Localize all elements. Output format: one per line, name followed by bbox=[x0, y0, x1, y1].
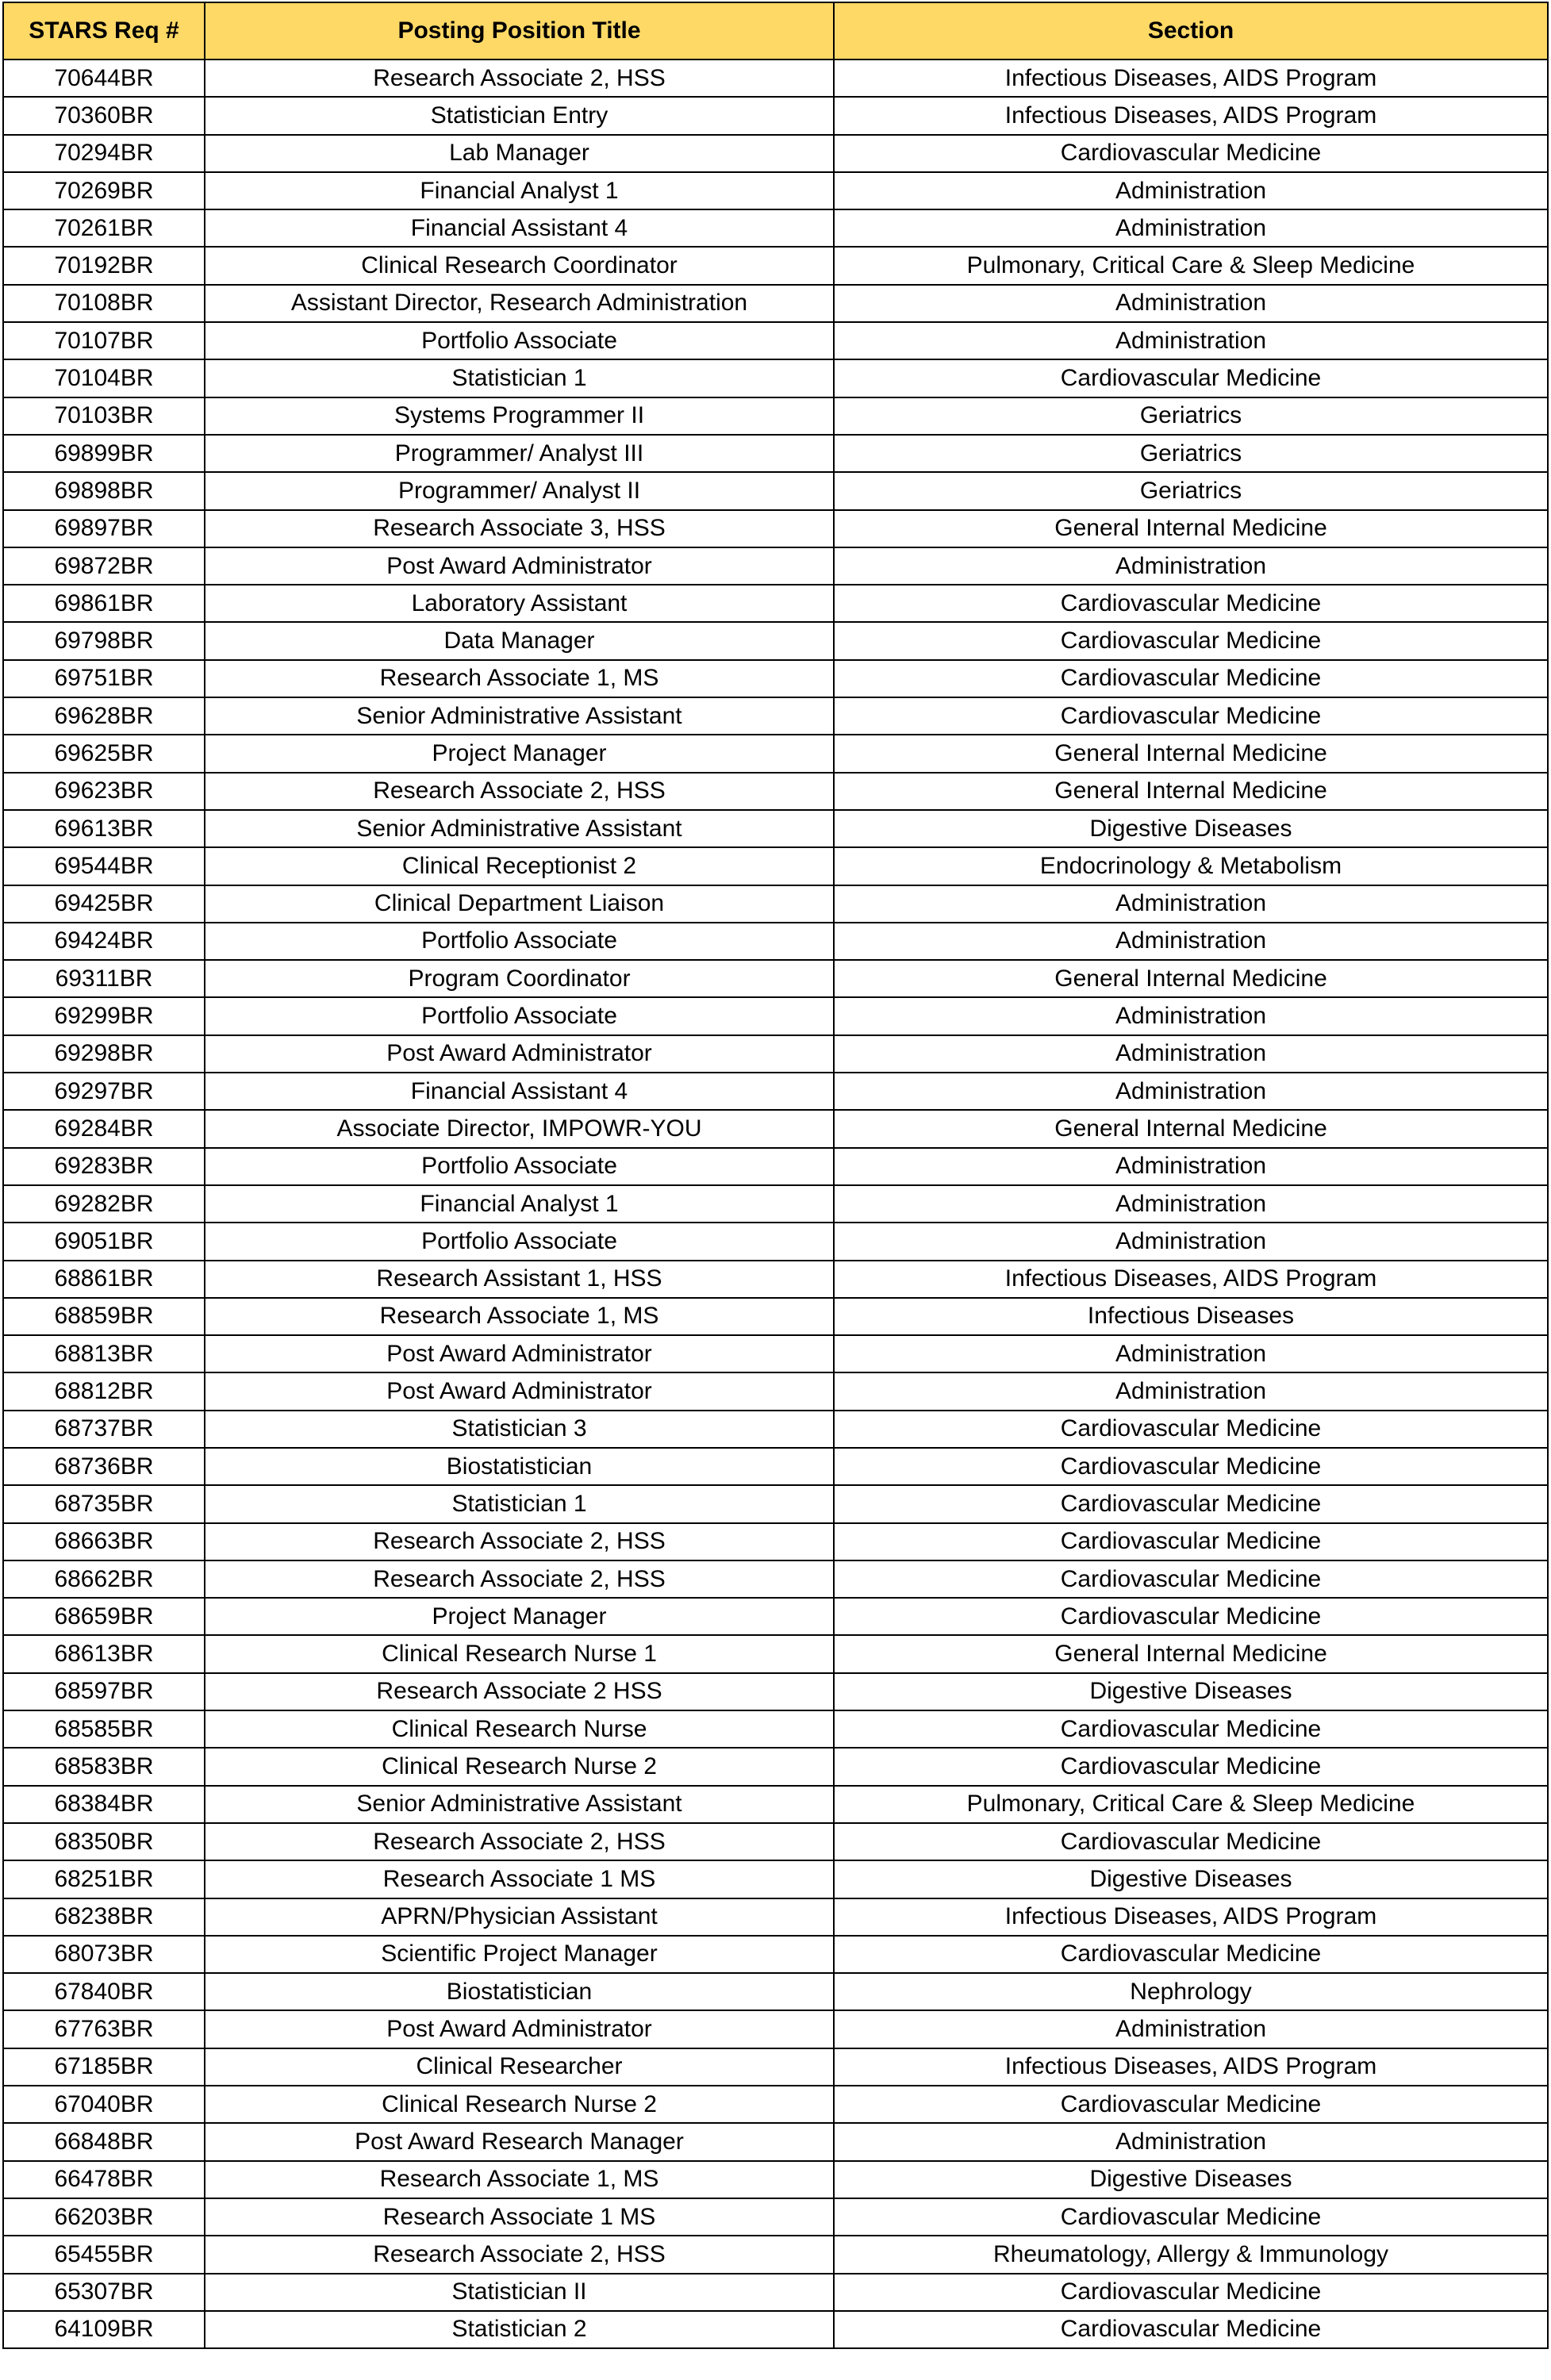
table-row bbox=[3, 923, 1548, 960]
table-row bbox=[3, 2010, 1548, 2048]
table-row bbox=[3, 285, 1548, 322]
cell-position-title: Research Associate 1 MS bbox=[205, 2198, 834, 2236]
cell-stars-req: 69899BR bbox=[3, 435, 205, 472]
cell-position-title: Assistant Director, Research Administration bbox=[205, 285, 834, 322]
cell-stars-req: 70294BR bbox=[3, 135, 205, 172]
cell-section: Cardiovascular Medicine bbox=[834, 2086, 1548, 2123]
table-row bbox=[3, 1035, 1548, 1073]
table-row bbox=[3, 997, 1548, 1035]
cell-section: Cardiovascular Medicine bbox=[834, 1448, 1548, 1485]
table-row bbox=[3, 960, 1548, 997]
cell-position-title: Project Manager bbox=[205, 735, 834, 772]
table-row bbox=[3, 1973, 1548, 2010]
table-row bbox=[3, 1261, 1548, 1298]
cell-position-title: Statistician 1 bbox=[205, 359, 834, 397]
cell-section: General Internal Medicine bbox=[834, 960, 1548, 997]
cell-position-title: Research Assistant 1, HSS bbox=[205, 1261, 834, 1298]
table-row bbox=[3, 1860, 1548, 1898]
cell-stars-req: 69625BR bbox=[3, 735, 205, 772]
table-row bbox=[3, 1936, 1548, 1973]
cell-stars-req: 69628BR bbox=[3, 697, 205, 735]
cell-stars-req: 70103BR bbox=[3, 397, 205, 435]
cell-position-title: Post Award Administrator bbox=[205, 547, 834, 585]
cell-stars-req: 68251BR bbox=[3, 1860, 205, 1898]
table-row bbox=[3, 1823, 1548, 1860]
cell-section: General Internal Medicine bbox=[834, 1110, 1548, 1147]
cell-position-title: Clinical Department Liaison bbox=[205, 885, 834, 923]
cell-position-title: Post Award Administrator bbox=[205, 1335, 834, 1372]
table-row bbox=[3, 1748, 1548, 1785]
table-row bbox=[3, 2198, 1548, 2236]
cell-stars-req: 67040BR bbox=[3, 2086, 205, 2123]
cell-position-title: Senior Administrative Assistant bbox=[205, 697, 834, 735]
table-row bbox=[3, 1710, 1548, 1748]
table-row bbox=[3, 1898, 1548, 1936]
cell-section: Cardiovascular Medicine bbox=[834, 2198, 1548, 2236]
cell-position-title: APRN/Physician Assistant bbox=[205, 1898, 834, 1936]
cell-stars-req: 68861BR bbox=[3, 1261, 205, 1298]
cell-section: Pulmonary, Critical Care & Sleep Medicine bbox=[834, 247, 1548, 284]
cell-section: Cardiovascular Medicine bbox=[834, 135, 1548, 172]
cell-position-title: Portfolio Associate bbox=[205, 1223, 834, 1260]
cell-stars-req: 68350BR bbox=[3, 1823, 205, 1860]
cell-stars-req: 69898BR bbox=[3, 472, 205, 509]
cell-stars-req: 68663BR bbox=[3, 1523, 205, 1560]
cell-position-title: Research Associate 3, HSS bbox=[205, 510, 834, 547]
cell-position-title: Statistician II bbox=[205, 2274, 834, 2311]
cell-stars-req: 69544BR bbox=[3, 847, 205, 885]
cell-stars-req: 68813BR bbox=[3, 1335, 205, 1372]
cell-stars-req: 69425BR bbox=[3, 885, 205, 923]
cell-stars-req: 69751BR bbox=[3, 660, 205, 697]
table-row bbox=[3, 660, 1548, 697]
table-row bbox=[3, 2274, 1548, 2311]
cell-position-title: Portfolio Associate bbox=[205, 322, 834, 359]
cell-section: Cardiovascular Medicine bbox=[834, 1748, 1548, 1785]
cell-position-title: Post Award Administrator bbox=[205, 2010, 834, 2048]
table-row bbox=[3, 359, 1548, 397]
cell-position-title: Lab Manager bbox=[205, 135, 834, 172]
table-row bbox=[3, 810, 1548, 847]
cell-position-title: Post Award Administrator bbox=[205, 1035, 834, 1073]
cell-stars-req: 68238BR bbox=[3, 1898, 205, 1936]
cell-position-title: Research Associate 2, HSS bbox=[205, 1823, 834, 1860]
table-row bbox=[3, 1335, 1548, 1372]
cell-position-title: Biostatistician bbox=[205, 1973, 834, 2010]
table-row bbox=[3, 1598, 1548, 1635]
cell-stars-req: 70644BR bbox=[3, 60, 205, 97]
cell-stars-req: 68662BR bbox=[3, 1560, 205, 1598]
table-row bbox=[3, 2311, 1548, 2348]
table-row bbox=[3, 1523, 1548, 1560]
cell-position-title: Clinical Researcher bbox=[205, 2048, 834, 2086]
cell-section: Cardiovascular Medicine bbox=[834, 2274, 1548, 2311]
cell-position-title: Program Coordinator bbox=[205, 960, 834, 997]
cell-position-title: Statistician 3 bbox=[205, 1411, 834, 1448]
cell-section: Administration bbox=[834, 1073, 1548, 1110]
cell-position-title: Programmer/ Analyst II bbox=[205, 472, 834, 509]
table-row bbox=[3, 2086, 1548, 2123]
cell-section: General Internal Medicine bbox=[834, 773, 1548, 810]
cell-stars-req: 69051BR bbox=[3, 1223, 205, 1260]
table-row bbox=[3, 697, 1548, 735]
cell-section: Cardiovascular Medicine bbox=[834, 622, 1548, 659]
cell-section: Infectious Diseases bbox=[834, 1298, 1548, 1335]
cell-section: Digestive Diseases bbox=[834, 1673, 1548, 1710]
cell-section: Administration bbox=[834, 1148, 1548, 1185]
cell-stars-req: 69299BR bbox=[3, 997, 205, 1035]
cell-position-title: Research Associate 1, MS bbox=[205, 660, 834, 697]
table-row bbox=[3, 510, 1548, 547]
cell-stars-req: 70108BR bbox=[3, 285, 205, 322]
cell-section: Administration bbox=[834, 1372, 1548, 1410]
cell-stars-req: 68384BR bbox=[3, 1786, 205, 1823]
cell-stars-req: 68597BR bbox=[3, 1673, 205, 1710]
cell-section: Administration bbox=[834, 2123, 1548, 2160]
table-row bbox=[3, 172, 1548, 209]
cell-stars-req: 69861BR bbox=[3, 585, 205, 622]
cell-stars-req: 69282BR bbox=[3, 1185, 205, 1223]
cell-position-title: Research Associate 1, MS bbox=[205, 2161, 834, 2198]
cell-section: Administration bbox=[834, 172, 1548, 209]
cell-position-title: Biostatistician bbox=[205, 1448, 834, 1485]
cell-section: Administration bbox=[834, 1035, 1548, 1073]
cell-position-title: Research Associate 1 MS bbox=[205, 1860, 834, 1898]
cell-stars-req: 68583BR bbox=[3, 1748, 205, 1785]
cell-stars-req: 69623BR bbox=[3, 773, 205, 810]
cell-stars-req: 70269BR bbox=[3, 172, 205, 209]
table-row bbox=[3, 1635, 1548, 1672]
cell-position-title: Research Associate 2, HSS bbox=[205, 1523, 834, 1560]
cell-section: Cardiovascular Medicine bbox=[834, 697, 1548, 735]
table-row bbox=[3, 1223, 1548, 1260]
cell-stars-req: 67185BR bbox=[3, 2048, 205, 2086]
job-postings-sheet bbox=[2, 2, 1547, 2349]
cell-section: Pulmonary, Critical Care & Sleep Medicine bbox=[834, 1786, 1548, 1823]
cell-position-title: Data Manager bbox=[205, 622, 834, 659]
cell-position-title: Financial Analyst 1 bbox=[205, 1185, 834, 1223]
table-row bbox=[3, 622, 1548, 659]
table-row bbox=[3, 60, 1548, 97]
cell-stars-req: 69298BR bbox=[3, 1035, 205, 1073]
table-body bbox=[3, 60, 1548, 2348]
table-row bbox=[3, 847, 1548, 885]
cell-position-title: Research Associate 2, HSS bbox=[205, 60, 834, 97]
cell-section: Infectious Diseases, AIDS Program bbox=[834, 97, 1548, 134]
job-postings-table bbox=[2, 2, 1549, 2349]
cell-position-title: Clinical Research Nurse 1 bbox=[205, 1635, 834, 1672]
cell-section: Cardiovascular Medicine bbox=[834, 1485, 1548, 1522]
table-row bbox=[3, 547, 1548, 585]
cell-stars-req: 69798BR bbox=[3, 622, 205, 659]
cell-stars-req: 69284BR bbox=[3, 1110, 205, 1147]
table-header bbox=[3, 2, 1548, 60]
cell-position-title: Post Award Research Manager bbox=[205, 2123, 834, 2160]
column-header-section: Section bbox=[834, 2, 1548, 60]
cell-position-title: Clinical Research Coordinator bbox=[205, 247, 834, 284]
cell-section: General Internal Medicine bbox=[834, 510, 1548, 547]
cell-section: Endocrinology & Metabolism bbox=[834, 847, 1548, 885]
column-header-stars-req: STARS Req # bbox=[3, 2, 205, 60]
table-row bbox=[3, 1448, 1548, 1485]
cell-position-title: Clinical Research Nurse 2 bbox=[205, 1748, 834, 1785]
cell-section: Administration bbox=[834, 1185, 1548, 1223]
cell-section: Administration bbox=[834, 1223, 1548, 1260]
table-row bbox=[3, 1485, 1548, 1522]
header-row bbox=[3, 2, 1548, 60]
cell-position-title: Senior Administrative Assistant bbox=[205, 1786, 834, 1823]
cell-stars-req: 68736BR bbox=[3, 1448, 205, 1485]
cell-section: Rheumatology, Allergy & Immunology bbox=[834, 2236, 1548, 2273]
table-row bbox=[3, 1185, 1548, 1223]
cell-position-title: Statistician 2 bbox=[205, 2311, 834, 2348]
cell-stars-req: 68659BR bbox=[3, 1598, 205, 1635]
cell-section: Administration bbox=[834, 923, 1548, 960]
cell-stars-req: 68073BR bbox=[3, 1936, 205, 1973]
cell-section: Cardiovascular Medicine bbox=[834, 1560, 1548, 1598]
cell-section: Infectious Diseases, AIDS Program bbox=[834, 1261, 1548, 1298]
table-row bbox=[3, 472, 1548, 509]
cell-stars-req: 70107BR bbox=[3, 322, 205, 359]
cell-section: Cardiovascular Medicine bbox=[834, 359, 1548, 397]
table-row bbox=[3, 1110, 1548, 1147]
table-row bbox=[3, 1673, 1548, 1710]
cell-position-title: Clinical Research Nurse 2 bbox=[205, 2086, 834, 2123]
cell-stars-req: 69424BR bbox=[3, 923, 205, 960]
table-row bbox=[3, 1298, 1548, 1335]
cell-position-title: Portfolio Associate bbox=[205, 1148, 834, 1185]
cell-stars-req: 68585BR bbox=[3, 1710, 205, 1748]
cell-stars-req: 66478BR bbox=[3, 2161, 205, 2198]
cell-section: Administration bbox=[834, 997, 1548, 1035]
cell-stars-req: 68613BR bbox=[3, 1635, 205, 1672]
cell-stars-req: 68737BR bbox=[3, 1411, 205, 1448]
table-row bbox=[3, 2236, 1548, 2273]
cell-section: Administration bbox=[834, 885, 1548, 923]
cell-position-title: Research Associate 2 HSS bbox=[205, 1673, 834, 1710]
cell-position-title: Statistician 1 bbox=[205, 1485, 834, 1522]
table-row bbox=[3, 1372, 1548, 1410]
column-header-position-title: Posting Position Title bbox=[205, 2, 834, 60]
cell-position-title: Financial Assistant 4 bbox=[205, 209, 834, 247]
cell-stars-req: 66203BR bbox=[3, 2198, 205, 2236]
cell-section: Cardiovascular Medicine bbox=[834, 585, 1548, 622]
cell-position-title: Programmer/ Analyst III bbox=[205, 435, 834, 472]
cell-section: Cardiovascular Medicine bbox=[834, 1411, 1548, 1448]
table-row bbox=[3, 135, 1548, 172]
cell-stars-req: 70360BR bbox=[3, 97, 205, 134]
cell-position-title: Associate Director, IMPOWR-YOU bbox=[205, 1110, 834, 1147]
cell-position-title: Clinical Receptionist 2 bbox=[205, 847, 834, 885]
cell-position-title: Statistician Entry bbox=[205, 97, 834, 134]
cell-section: Cardiovascular Medicine bbox=[834, 2311, 1548, 2348]
cell-section: Administration bbox=[834, 285, 1548, 322]
cell-section: Cardiovascular Medicine bbox=[834, 1823, 1548, 1860]
cell-stars-req: 69613BR bbox=[3, 810, 205, 847]
cell-section: Administration bbox=[834, 547, 1548, 585]
table-row bbox=[3, 1073, 1548, 1110]
cell-stars-req: 66848BR bbox=[3, 2123, 205, 2160]
cell-position-title: Research Associate 2, HSS bbox=[205, 773, 834, 810]
table-row bbox=[3, 322, 1548, 359]
table-row bbox=[3, 2048, 1548, 2086]
cell-stars-req: 70104BR bbox=[3, 359, 205, 397]
cell-section: Digestive Diseases bbox=[834, 2161, 1548, 2198]
cell-stars-req: 65455BR bbox=[3, 2236, 205, 2273]
cell-section: Geriatrics bbox=[834, 472, 1548, 509]
cell-position-title: Research Associate 2, HSS bbox=[205, 1560, 834, 1598]
cell-stars-req: 70192BR bbox=[3, 247, 205, 284]
cell-section: General Internal Medicine bbox=[834, 1635, 1548, 1672]
cell-stars-req: 70261BR bbox=[3, 209, 205, 247]
table-row bbox=[3, 1560, 1548, 1598]
table-row bbox=[3, 735, 1548, 772]
cell-section: Administration bbox=[834, 2010, 1548, 2048]
cell-section: Administration bbox=[834, 1335, 1548, 1372]
cell-section: Cardiovascular Medicine bbox=[834, 660, 1548, 697]
table-row bbox=[3, 209, 1548, 247]
table-row bbox=[3, 97, 1548, 134]
cell-section: Infectious Diseases, AIDS Program bbox=[834, 1898, 1548, 1936]
table-row bbox=[3, 247, 1548, 284]
cell-section: General Internal Medicine bbox=[834, 735, 1548, 772]
cell-section: Digestive Diseases bbox=[834, 1860, 1548, 1898]
cell-position-title: Post Award Administrator bbox=[205, 1372, 834, 1410]
table-row bbox=[3, 2123, 1548, 2160]
cell-position-title: Research Associate 1, MS bbox=[205, 1298, 834, 1335]
cell-section: Administration bbox=[834, 209, 1548, 247]
table-row bbox=[3, 773, 1548, 810]
cell-stars-req: 69283BR bbox=[3, 1148, 205, 1185]
cell-position-title: Financial Analyst 1 bbox=[205, 172, 834, 209]
cell-section: Geriatrics bbox=[834, 435, 1548, 472]
cell-section: Cardiovascular Medicine bbox=[834, 1710, 1548, 1748]
cell-position-title: Portfolio Associate bbox=[205, 923, 834, 960]
cell-section: Digestive Diseases bbox=[834, 810, 1548, 847]
cell-position-title: Financial Assistant 4 bbox=[205, 1073, 834, 1110]
cell-stars-req: 67840BR bbox=[3, 1973, 205, 2010]
table-row bbox=[3, 1148, 1548, 1185]
cell-section: Cardiovascular Medicine bbox=[834, 1598, 1548, 1635]
cell-position-title: Project Manager bbox=[205, 1598, 834, 1635]
cell-stars-req: 69897BR bbox=[3, 510, 205, 547]
cell-section: Geriatrics bbox=[834, 397, 1548, 435]
cell-section: Cardiovascular Medicine bbox=[834, 1523, 1548, 1560]
cell-stars-req: 65307BR bbox=[3, 2274, 205, 2311]
cell-stars-req: 68735BR bbox=[3, 1485, 205, 1522]
cell-stars-req: 67763BR bbox=[3, 2010, 205, 2048]
cell-section: Administration bbox=[834, 322, 1548, 359]
cell-position-title: Clinical Research Nurse bbox=[205, 1710, 834, 1748]
cell-position-title: Laboratory Assistant bbox=[205, 585, 834, 622]
cell-section: Nephrology bbox=[834, 1973, 1548, 2010]
table-row bbox=[3, 397, 1548, 435]
cell-section: Infectious Diseases, AIDS Program bbox=[834, 60, 1548, 97]
cell-stars-req: 68859BR bbox=[3, 1298, 205, 1335]
cell-position-title: Senior Administrative Assistant bbox=[205, 810, 834, 847]
table-row bbox=[3, 585, 1548, 622]
cell-section: Infectious Diseases, AIDS Program bbox=[834, 2048, 1548, 2086]
table-row bbox=[3, 2161, 1548, 2198]
table-row bbox=[3, 885, 1548, 923]
cell-stars-req: 69297BR bbox=[3, 1073, 205, 1110]
cell-stars-req: 69311BR bbox=[3, 960, 205, 997]
cell-stars-req: 69872BR bbox=[3, 547, 205, 585]
table-row bbox=[3, 1411, 1548, 1448]
cell-stars-req: 68812BR bbox=[3, 1372, 205, 1410]
cell-position-title: Research Associate 2, HSS bbox=[205, 2236, 834, 2273]
table-row bbox=[3, 435, 1548, 472]
table-row bbox=[3, 1786, 1548, 1823]
cell-section: Cardiovascular Medicine bbox=[834, 1936, 1548, 1973]
cell-position-title: Portfolio Associate bbox=[205, 997, 834, 1035]
cell-position-title: Scientific Project Manager bbox=[205, 1936, 834, 1973]
cell-stars-req: 64109BR bbox=[3, 2311, 205, 2348]
cell-position-title: Systems Programmer II bbox=[205, 397, 834, 435]
